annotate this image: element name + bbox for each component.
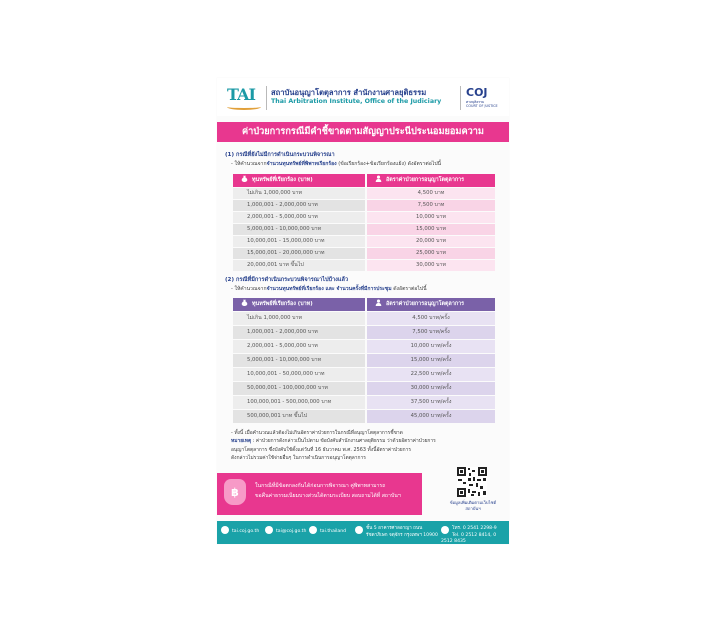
location-icon [355, 526, 363, 534]
org-name-thai: สถาบันอนุญาโตตุลาการ สำนักงานศาลยุติธรรม [271, 88, 427, 97]
case2-title: (2) กรณีที่มีการดำเนินกระบวนพิจารณาไปบ้างแล้ว [225, 277, 349, 283]
claim-range-cell: 50,000,001 - 100,000,000 บาท [233, 382, 365, 395]
claim-range-cell: 10,000,001 - 15,000,000 บาท [233, 236, 365, 247]
case2-fee-table [233, 298, 495, 426]
claim-range-cell: 1,000,001 - 2,000,000 บาท [233, 326, 365, 339]
qr-caption: ข้อมูลเพิ่มเติมตามเว็บไซต์ สถาบันฯ [449, 500, 497, 511]
header-divider [460, 86, 461, 110]
note-line: หมายเหตุ : ค่าป่วยการดังกล่าวเป็นไปตาม ข้อบังคับสำนักงานศาลยุติธรรม ว่าด้วยอัตราค่าป่วยการ [231, 438, 436, 445]
fee-rate-cell: 15,000 บาท [367, 224, 495, 235]
fee-rate-cell: 22,500 บาท/ครั้ง [367, 368, 495, 381]
note-line: - ทั้งนี้ เมื่อคำนวณแล้วต้องไม่เกินอัตราค่าป่วยการในกรณีที่อนุญาโตตุลาการชี้ขาด [231, 430, 403, 436]
claim-range-cell: 500,000,001 บาท ขึ้นไป [233, 410, 365, 423]
globe-icon [221, 526, 229, 534]
poster-header [217, 78, 509, 116]
org-name-english: Thai Arbitration Institute, Office of the Judiciary [271, 98, 442, 105]
fee-row [233, 312, 495, 325]
fee-rate-cell: 37,500 บาท/ครั้ง [367, 396, 495, 409]
money-bag-icon [241, 299, 248, 306]
fee-row [233, 410, 495, 423]
note-line: ดังกล่าวไม่รวมค่าใช้จ่ายอื่นๆ ในการดำเนินการอนุญาโตตุลาการ [231, 455, 366, 462]
fee-rate-cell: 4,500 บาท [367, 188, 495, 199]
claim-range-cell: 2,000,001 - 5,000,000 บาท [233, 212, 365, 223]
fee-row [233, 354, 495, 367]
fee-row [233, 326, 495, 339]
qr-code[interactable] [457, 467, 487, 497]
case1-title: (1) กรณีที่ยังไม่มีการดำเนินกระบวนพิจารณา [225, 152, 335, 158]
qr-code-graphic [457, 467, 487, 497]
money-bag-icon: ฿ [224, 479, 246, 505]
case1-note: - ให้คำนวณจากจำนวนทุนทรัพย์ที่พิพาทเรียกร้อง (ข้อเรียกร้อง+ข้อเรียกร้องแย้ง) ดังอัตราต่อไปนี้ [231, 161, 442, 167]
footer-phone: โทร. 0 2541 2298-9 Tel. 0 2512 8414, 0 2512 8435 [441, 526, 497, 544]
refund-banner-line1: ในกรณีที่มีข้อตกลงกันได้ก่อนการพิจารณา คู่พิพาทสามารถ [255, 483, 386, 489]
case2-col-header-rate: อัตราค่าป่วยการอนุญาโตตุลาการ [367, 298, 495, 311]
claim-range-cell: 2,000,001 - 5,000,000 บาท [233, 340, 365, 353]
case2-note: - ให้คำนวณจากจำนวนทุนทรัพย์ที่เรียกร้อง และ จำนวนครั้งที่มีการประชุม ดังอัตราต่อไปนี้ [231, 286, 427, 292]
contact-footer [217, 521, 509, 544]
fee-rate-cell: 30,000 บาท [367, 260, 495, 271]
case2-col-header-claim: ทุนทรัพย์ที่เรียกร้อง (บาท) [233, 298, 365, 311]
phone-icon [441, 526, 449, 534]
claim-range-cell: 100,000,001 - 500,000,000 บาท [233, 396, 365, 409]
fee-row [233, 396, 495, 409]
fee-rate-cell: 4,500 บาท/ครั้ง [367, 312, 495, 325]
claim-range-cell: 5,000,001 - 10,000,000 บาท [233, 354, 365, 367]
fee-row [233, 382, 495, 395]
money-bag-icon [241, 175, 248, 182]
fee-rate-cell: 30,000 บาท/ครั้ง [367, 382, 495, 395]
case1-col-header-claim: ทุนทรัพย์ที่เรียกร้อง (บาท) [233, 174, 365, 187]
fee-rate-cell: 7,500 บาท [367, 200, 495, 211]
fee-row [233, 248, 495, 259]
person-icon [375, 299, 382, 306]
case1-fee-table [233, 174, 495, 271]
notes-section [231, 429, 501, 463]
fee-row [233, 188, 495, 199]
claim-range-cell: 1,000,001 - 2,000,000 บาท [233, 200, 365, 211]
tai-logo-text: TAI [227, 85, 255, 104]
refund-banner-line2: ขอคืนค่าธรรมเนียมบางส่วนได้ตามระเบียบ สอบถามได้ที่ สถาบันฯ [255, 493, 401, 499]
fee-row [233, 212, 495, 223]
fee-rate-cell: 15,000 บาท/ครั้ง [367, 354, 495, 367]
tai-logo [227, 85, 261, 111]
header-divider [266, 86, 267, 110]
coj-logo [466, 86, 498, 108]
person-icon [375, 175, 382, 182]
claim-range-cell: ไม่เกิน 1,000,000 บาท [233, 312, 365, 325]
note-line: อนุญาโตตุลาการ ซึ่งบังคับใช้ตั้งแต่วันที่ 16 ธันวาคม พ.ศ. 2563 ทั้งนี้อัตราค่าป่วยการ [231, 446, 411, 453]
fee-row [233, 260, 495, 271]
claim-range-cell: 15,000,001 - 20,000,000 บาท [233, 248, 365, 259]
footer-website[interactable]: tai.coj.go.th [221, 526, 259, 539]
coj-logo-text: COJ [466, 86, 488, 99]
fee-row [233, 224, 495, 235]
claim-range-cell: 5,000,001 - 10,000,000 บาท [233, 224, 365, 235]
poster-title: ค่าป่วยการกรณีมีคำชี้ขาดตามสัญญาประนีประนอมยอมความ [217, 122, 509, 142]
fee-row [233, 200, 495, 211]
footer-email[interactable]: tai@coj.go.th [265, 526, 306, 539]
claim-range-cell: ไม่เกิน 1,000,000 บาท [233, 188, 365, 199]
fee-poster [217, 78, 509, 544]
footer-address: ชั้น 5 อาคารศาลอาญา ถนนรัชดาภิเษก จตุจักร กรุงเทพฯ 10900 [355, 526, 439, 539]
fee-rate-cell: 10,000 บาท [367, 212, 495, 223]
fee-rate-cell: 25,000 บาท [367, 248, 495, 259]
fee-rate-cell: 45,000 บาท/ครั้ง [367, 410, 495, 423]
fee-rate-cell: 10,000 บาท/ครั้ง [367, 340, 495, 353]
fee-row [233, 368, 495, 381]
claim-range-cell: 10,000,001 - 50,000,000 บาท [233, 368, 365, 381]
fee-row [233, 340, 495, 353]
fee-row [233, 236, 495, 247]
claim-range-cell: 20,000,001 บาท ขึ้นไป [233, 260, 365, 271]
refund-banner [217, 473, 422, 515]
footer-facebook[interactable]: tai.thailand [309, 526, 346, 539]
fee-rate-cell: 20,000 บาท [367, 236, 495, 247]
mail-icon [265, 526, 273, 534]
case1-col-header-rate: อัตราค่าป่วยการอนุญาโตตุลาการ [367, 174, 495, 187]
coj-logo-subtext: ศาลยุติธรรม COURT OF JUSTICE [466, 100, 498, 108]
fee-rate-cell: 7,500 บาท/ครั้ง [367, 326, 495, 339]
facebook-icon [309, 526, 317, 534]
